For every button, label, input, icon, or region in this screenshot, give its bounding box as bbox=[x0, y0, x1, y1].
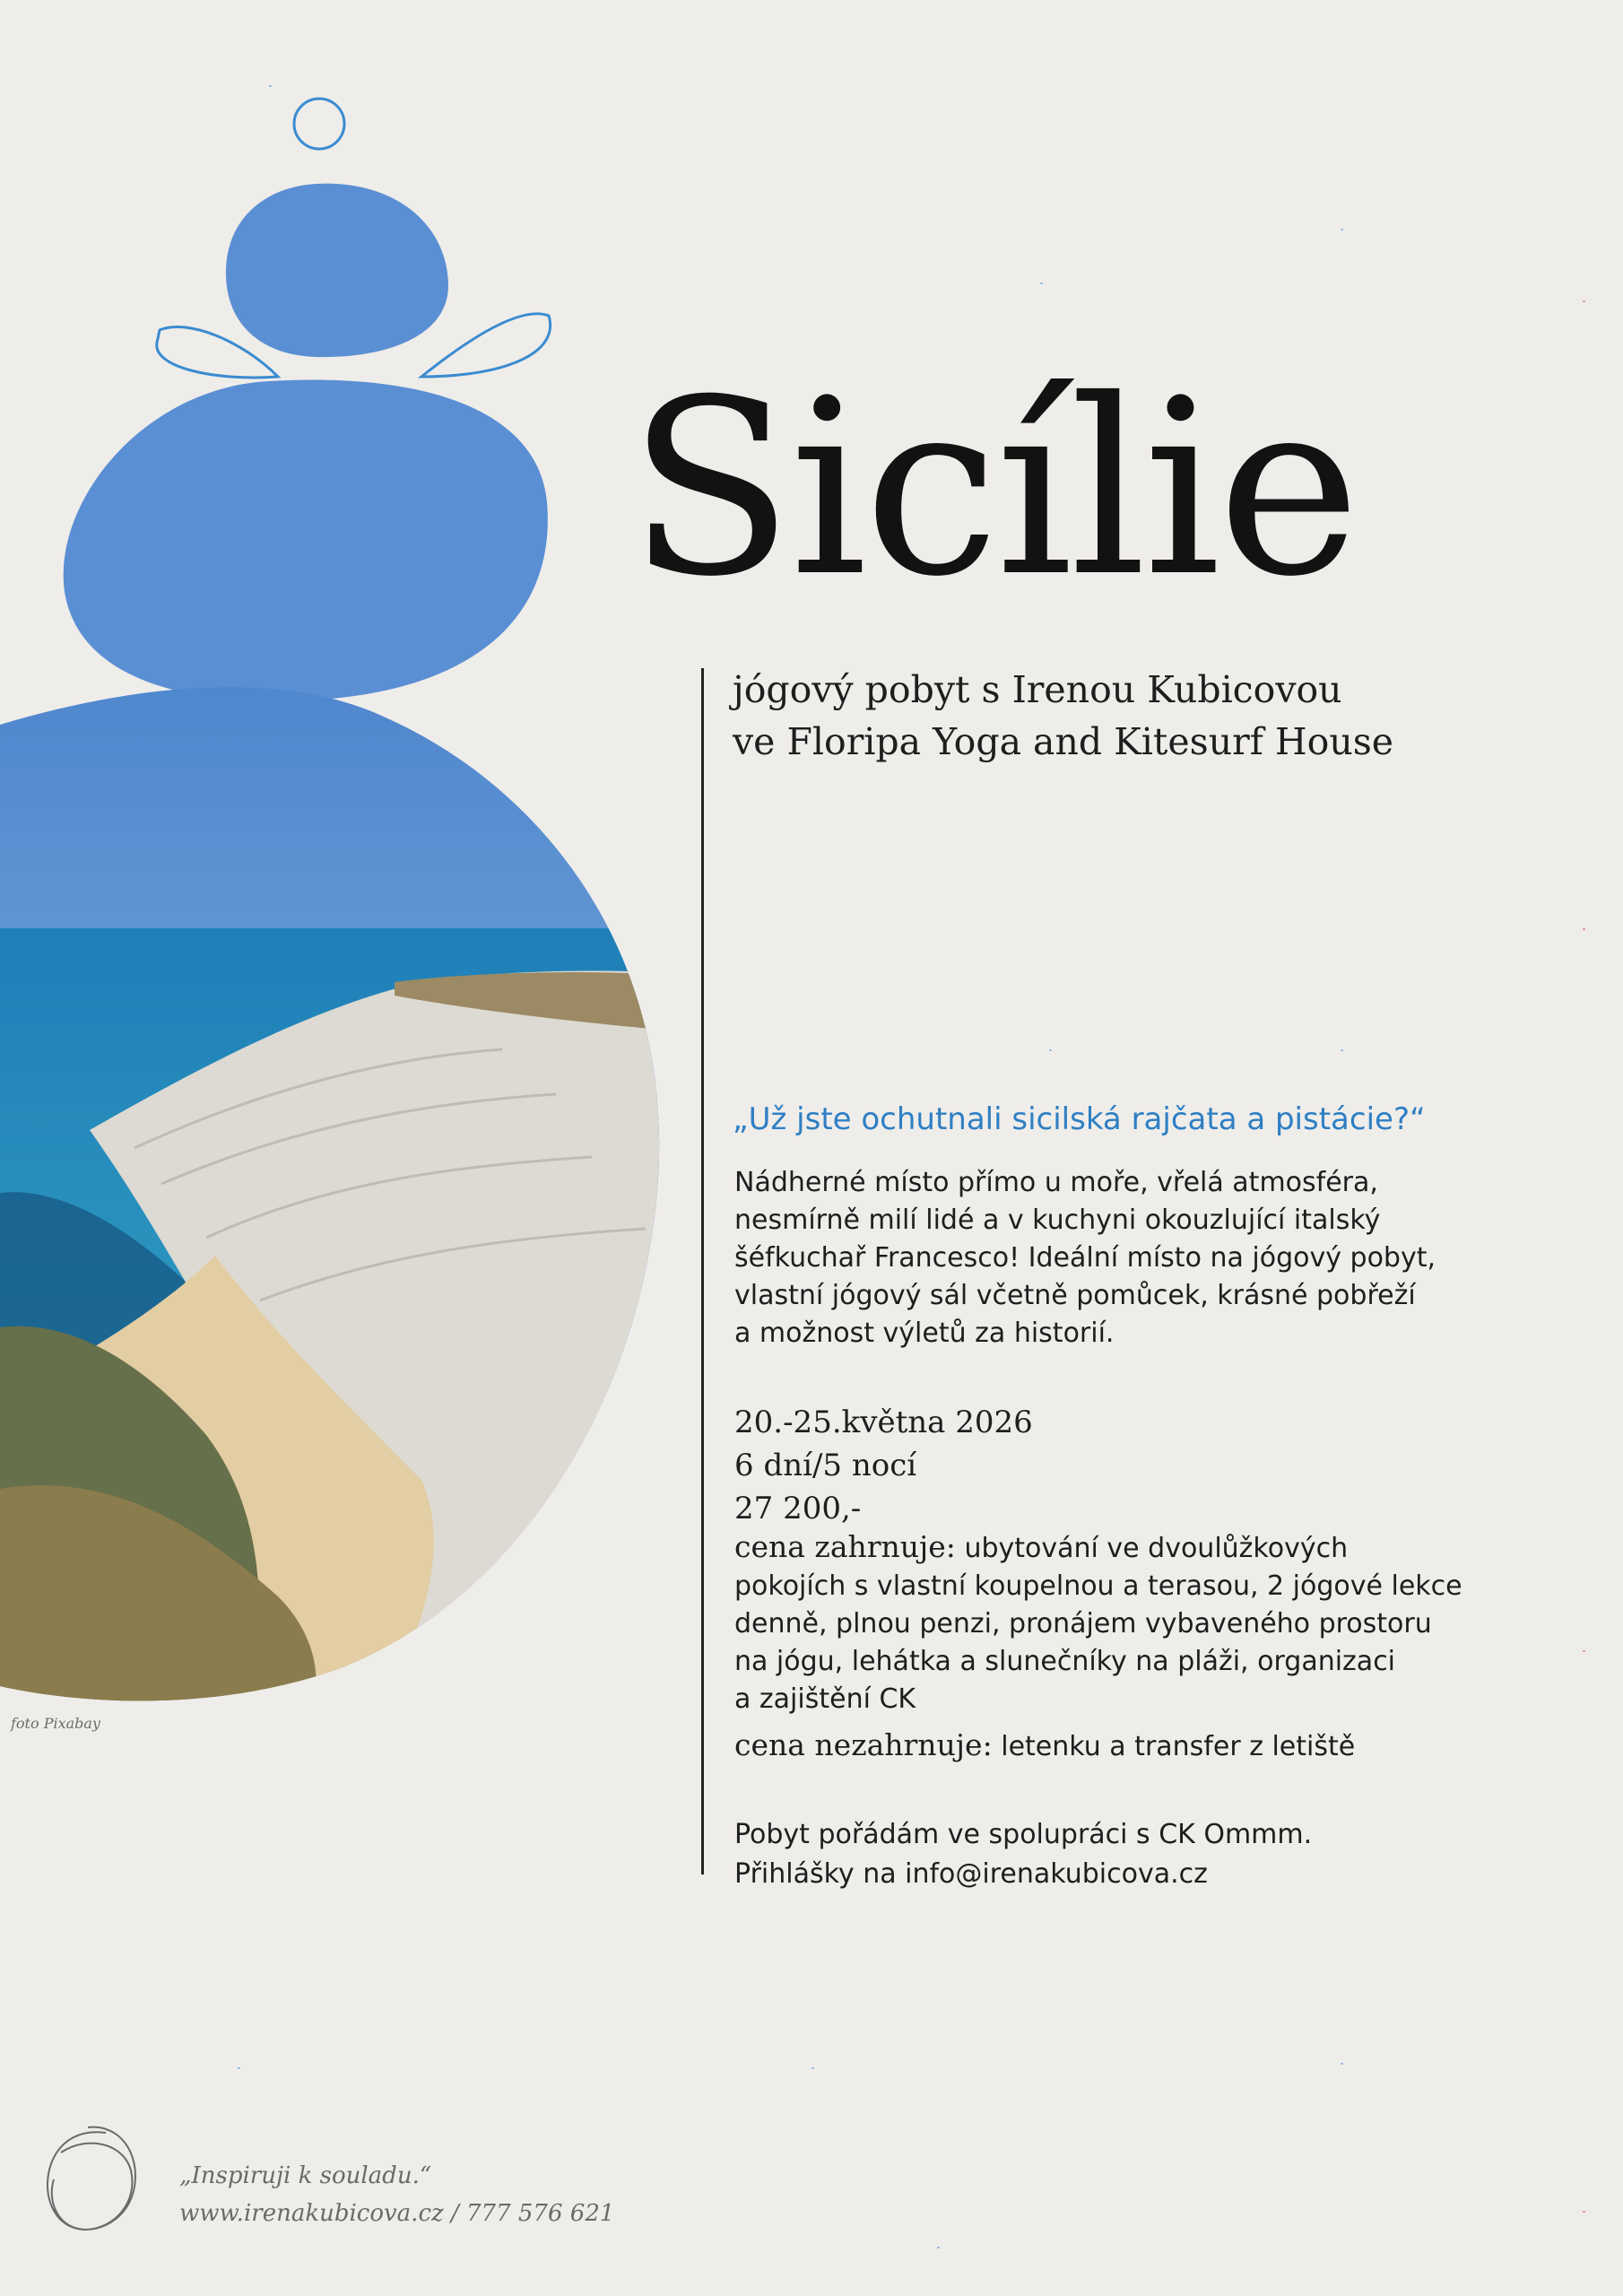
headline-quote: „Už jste ochutnali sicilská rajčata a pistácie?“ bbox=[733, 1101, 1426, 1137]
includes-line: denně, plnou penzi, pronájem vybaveného prostoru bbox=[734, 1608, 1432, 1639]
speck bbox=[1049, 1049, 1052, 1051]
speck bbox=[238, 2067, 240, 2069]
right-leaf-outline bbox=[421, 314, 551, 377]
stacked-stones-artwork bbox=[0, 0, 681, 1722]
price-includes bbox=[734, 1528, 1462, 1718]
description-line: a možnost výletů za historií. bbox=[734, 1318, 1115, 1349]
contact-info bbox=[734, 1815, 1312, 1894]
description bbox=[734, 1164, 1436, 1352]
duration: 6 dní/5 nocí bbox=[734, 1448, 917, 1483]
photo-credit: foto Pixabay bbox=[11, 1715, 100, 1732]
slogan: „Inspiruji k souladu.“ bbox=[179, 2162, 432, 2189]
speck bbox=[1341, 2063, 1343, 2065]
circle-scribble-logo-icon bbox=[34, 2117, 151, 2242]
includes-line: a zajištění CK bbox=[734, 1683, 916, 1715]
registration-email: Přihlášky na info@irenakubicova.cz bbox=[734, 1858, 1208, 1890]
speck bbox=[1583, 928, 1585, 930]
sicily-coast-photo bbox=[0, 664, 681, 1722]
includes-text: ubytování ve dvoulůžkových bbox=[964, 1533, 1349, 1564]
organizer-note: Pobyt pořádám ve spolupráci s CK Ommm. bbox=[734, 1819, 1313, 1850]
price-excludes bbox=[734, 1727, 1355, 1762]
price: 27 200,- bbox=[734, 1491, 862, 1526]
speck bbox=[937, 2247, 940, 2248]
speck bbox=[1040, 283, 1043, 284]
speck bbox=[1341, 229, 1343, 230]
trip-facts bbox=[734, 1401, 1033, 1530]
vertical-divider bbox=[701, 668, 704, 1874]
excludes-label: cena nezahrnuje: bbox=[734, 1727, 993, 1762]
description-line: šéfkuchař Francesco! Ideální místo na jógový pobyt, bbox=[734, 1242, 1436, 1274]
speck bbox=[1583, 1650, 1585, 1652]
speck bbox=[1583, 300, 1585, 302]
includes-line-1 bbox=[734, 1528, 1462, 1568]
description-line: nesmírně milí lidé a v kuchyni okouzlující italský bbox=[734, 1205, 1381, 1236]
includes-line: na jógu, lehátka a slunečníky na pláži, organizaci bbox=[734, 1646, 1396, 1677]
dates: 20.-25.května 2026 bbox=[734, 1405, 1033, 1440]
excludes-text: letenku a transfer z letiště bbox=[1001, 1731, 1356, 1762]
speck bbox=[1583, 2211, 1585, 2213]
speck bbox=[1341, 1049, 1343, 1051]
page-title: Sicílie bbox=[628, 347, 1358, 630]
speck bbox=[812, 2067, 814, 2069]
includes-line: pokojích s vlastní koupelnou a terasou, 2 jógové lekce bbox=[734, 1570, 1462, 1602]
top-stone bbox=[226, 184, 448, 357]
middle-stone bbox=[64, 380, 548, 701]
footer bbox=[179, 2157, 614, 2232]
description-line: Nádherné místo přímo u moře, vřelá atmosféra, bbox=[734, 1167, 1378, 1198]
website-phone: www.irenakubicova.cz / 777 576 621 bbox=[179, 2200, 615, 2227]
small-circle-outline-icon bbox=[294, 99, 344, 149]
description-line: vlastní jógový sál včetně pomůcek, krásné pobřeží bbox=[734, 1280, 1416, 1311]
subtitle-line-1: jógový pobyt s Irenou Kubicovou bbox=[733, 668, 1342, 711]
subtitle-line-2: ve Floripa Yoga and Kitesurf House bbox=[733, 720, 1394, 763]
includes-label: cena zahrnuje: bbox=[734, 1529, 956, 1564]
subtitle bbox=[733, 664, 1393, 768]
